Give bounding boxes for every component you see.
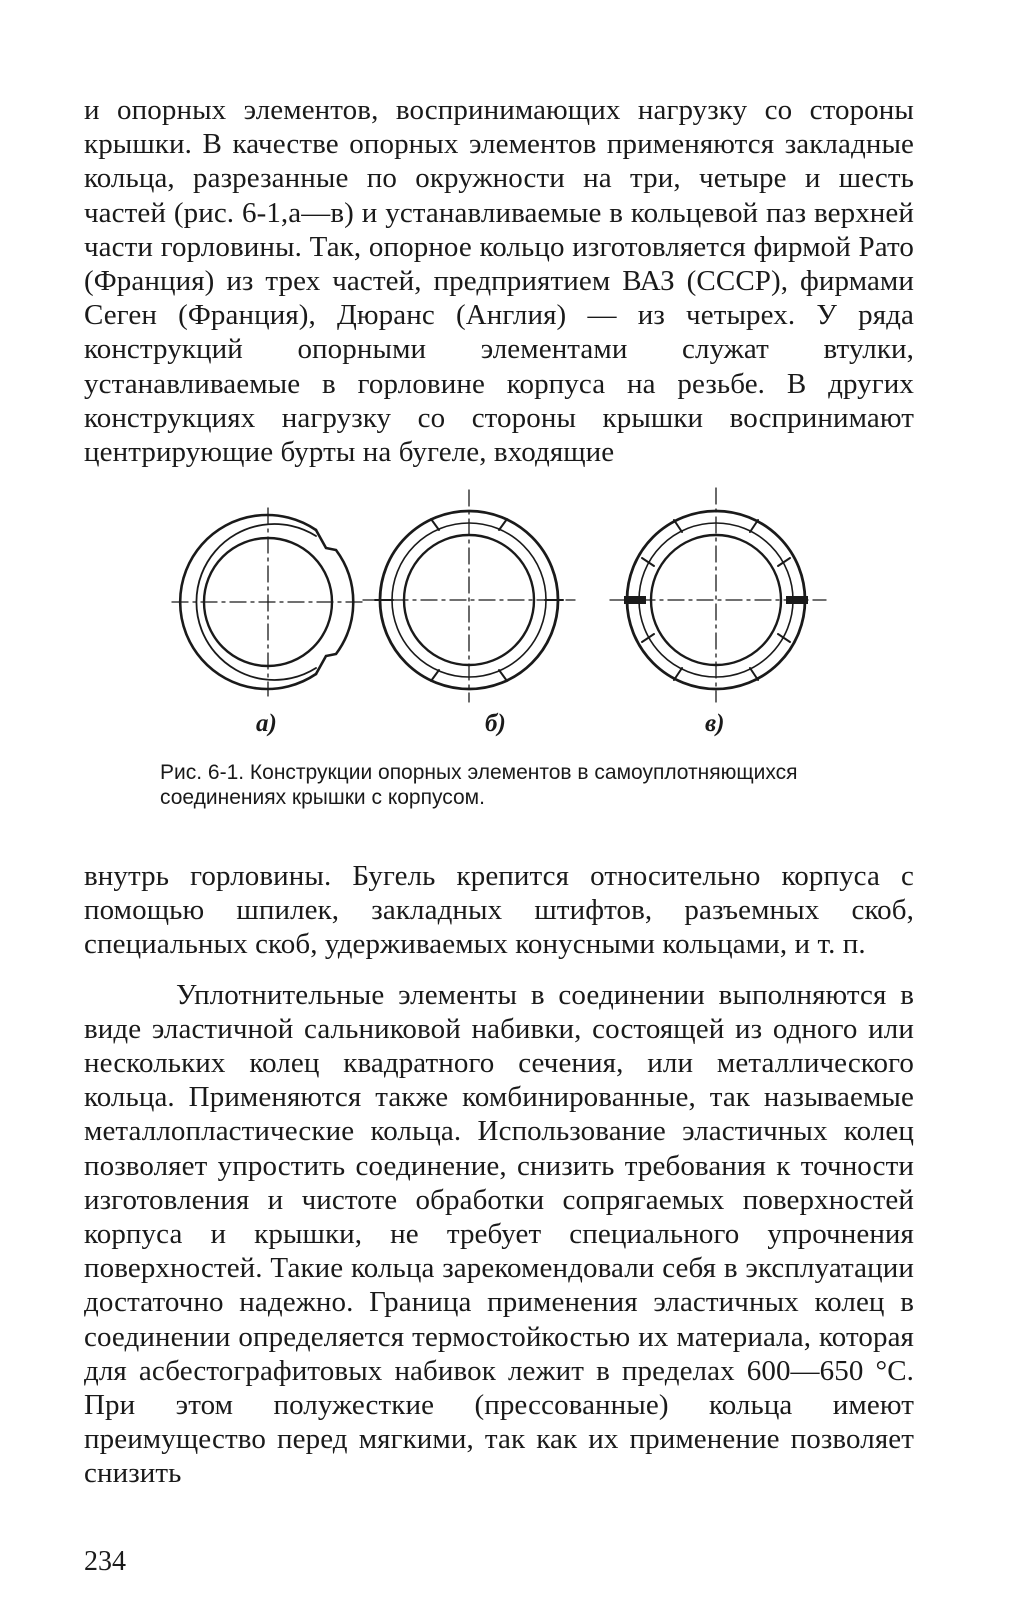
- figure-label-b: б): [485, 710, 506, 737]
- page-number: 234: [84, 1546, 126, 1577]
- ring-diagram-a: [172, 508, 364, 696]
- figure-caption: Рис. 6-1. Конструкции опорных элементов в самоуплотняющихся соединениях крышки с корпусом.: [160, 761, 798, 809]
- ring-diagram-b: [363, 490, 575, 702]
- continuation-paragraph: внутрь горловины. Бугель крепится относительно корпуса с помощью шпилек, закладных штифтов, разъемных скоб, специальных скоб, удерживаемых конусными кольцами, и т. п.: [84, 860, 914, 961]
- body-text-top: [84, 93, 914, 469]
- figure-6-1: [160, 484, 840, 754]
- ring-diagram-c: [610, 488, 826, 702]
- indented-paragraph: Уплотнительные элементы в соединении выполняются в виде эластичной сальниковой набивки, состоящей из одного или нескольких колец квадратного сечения, или металлического кольца. Применяются также комбинированные, так называемые металлопластические кольца. Использование эластичных колец позволяет упростить соединение, снизить требования к точности изготовления и чистоте обработки сопрягаемых поверхностей корпуса и крышки, не требует специального упрочнения поверхностей. Такие кольца зарекомендовали себя в эксплуатации достаточно надежно. Граница применения эластичных колец в соединении определяется термостойкостью их материала, которая для асбестографитовых набивок лежит в пределах 600—650 °С. При этом полужесткие (прессованные) кольца имеют преимущество перед мягкими, так как их применение позволяет снизить: [84, 978, 914, 1490]
- top-paragraph: и опорных элементов, воспринимающих нагрузку со стороны крышки. В качестве опорных элементов применяются закладные кольца, разрезанные по окружности на три, четыре и шесть частей (рис. 6-1,а—в) и устанавливаемые в кольцевой паз верхней части горловины. Так, опорное кольцо изготовляется фирмой Рато (Франция) из трех частей, предприятием ВАЗ (СССР), фирмами Сеген (Франция), Дюранс (Англия) — из четырех. У ряда конструкций опорными элементами служат втулки, устанавливаемые в горловине корпуса на резьбе. В других конструкциях нагрузку со стороны крышки воспринимают центрирующие бурты на бугеле, входящие: [84, 94, 914, 469]
- body-text-bottom: [84, 859, 914, 1491]
- figure-label-a: а): [256, 710, 277, 737]
- figure-label-c: в): [705, 710, 725, 737]
